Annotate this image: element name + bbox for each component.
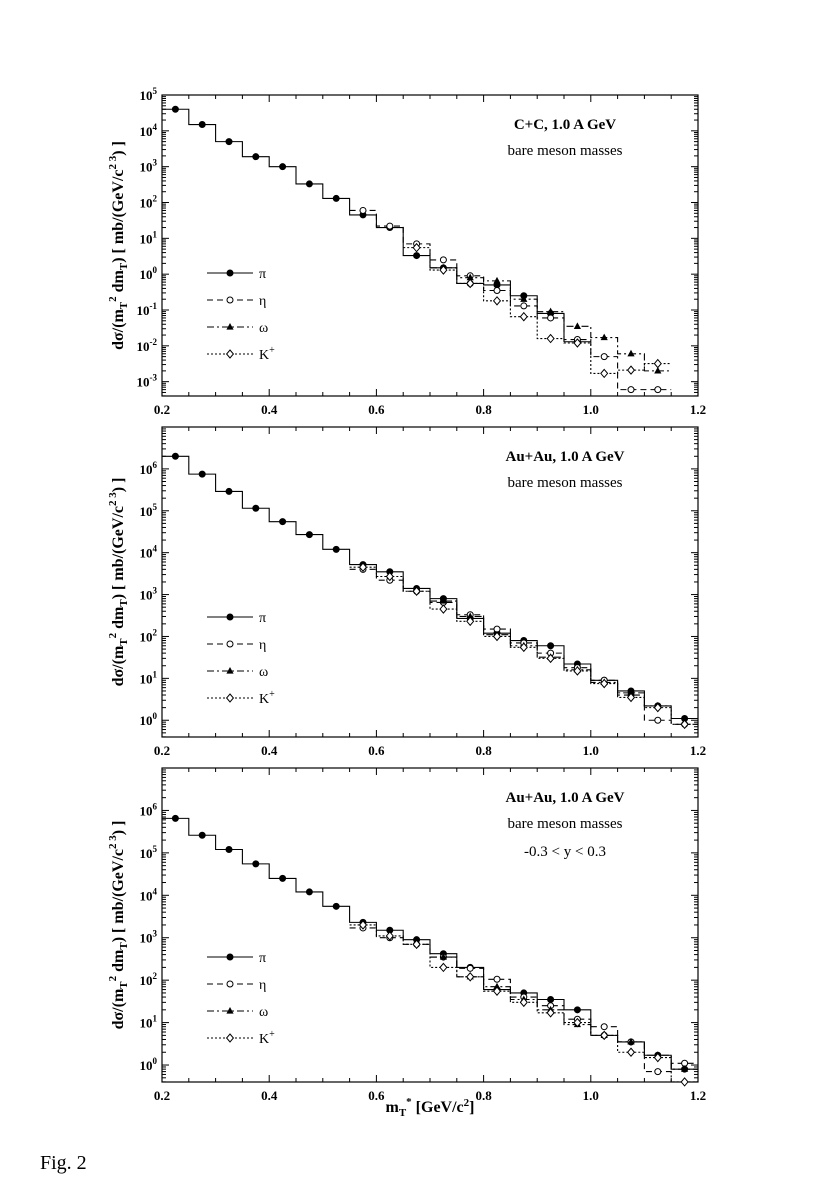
x-tick-label: 1.2 <box>689 743 707 758</box>
data-point-omega <box>574 322 581 329</box>
y-tick-label: $10^5$ <box>139 501 157 519</box>
x-tick-label: 1.2 <box>689 402 707 417</box>
y-tick-label: $10^6$ <box>139 459 157 477</box>
data-point-eta <box>440 257 446 263</box>
legend-label-eta: η <box>259 978 267 993</box>
data-point-pi <box>333 903 339 909</box>
data-point-eta <box>655 387 661 393</box>
data-point-eta <box>360 207 366 213</box>
legend-label-eta: η <box>259 638 267 653</box>
chart-panel-1 <box>107 86 706 417</box>
data-point-eta <box>655 1069 661 1075</box>
data-point-pi <box>226 847 232 853</box>
data-point-kplus <box>681 1078 688 1086</box>
data-point-pi <box>253 861 259 867</box>
data-point-kplus <box>467 279 474 287</box>
data-point-pi <box>574 1007 580 1013</box>
data-point-omega <box>601 334 608 341</box>
y-tick-label: $10^0$ <box>139 711 157 729</box>
x-tick-label: 0.4 <box>261 743 278 758</box>
series-pi <box>162 453 698 721</box>
legend-marker-pi <box>227 270 233 276</box>
data-point-kplus <box>440 605 447 613</box>
legend-marker-pi <box>227 954 233 960</box>
x-tick-label: 0.2 <box>153 743 171 758</box>
y-tick-label: $10^4$ <box>139 886 157 904</box>
data-point-kplus <box>440 963 447 971</box>
legend <box>207 267 275 363</box>
y-axis-title: $d\sigma/(m_T^2$ $dm_T$) [ $mb/(GeV/c^{2 3})$ ] <box>107 477 130 687</box>
legend-label-pi: π <box>259 951 267 966</box>
data-point-omega <box>547 308 554 315</box>
legend-marker-eta <box>227 981 233 987</box>
x-tick-label: 0.6 <box>368 1088 385 1103</box>
y-tick-label: $10^6$ <box>139 801 157 819</box>
legend-label-kplus: K+ <box>259 345 275 363</box>
legend-label-omega: ω <box>259 1005 269 1020</box>
data-point-pi <box>199 122 205 128</box>
x-axis-title: $m_T^*$ $[GeV/c^2]$ <box>385 1096 475 1119</box>
legend-marker-kplus <box>227 1034 234 1042</box>
data-point-eta <box>601 1024 607 1030</box>
data-point-pi <box>333 546 339 552</box>
series-eta <box>350 207 672 392</box>
legend-label-pi: π <box>259 611 267 626</box>
data-point-kplus <box>601 1031 608 1039</box>
data-point-eta <box>548 315 554 321</box>
legend-marker-pi <box>227 614 233 620</box>
data-point-kplus <box>628 1048 635 1056</box>
legend-marker-eta <box>227 641 233 647</box>
y-tick-label: $10^3$ <box>139 928 157 946</box>
data-point-pi <box>280 875 286 881</box>
legend-label-omega: ω <box>259 321 269 336</box>
data-point-pi <box>172 815 178 821</box>
panel-title: Au+Au, 1.0 A GeV <box>505 449 625 465</box>
legend-label-kplus: K+ <box>259 1029 275 1047</box>
data-point-pi <box>306 889 312 895</box>
data-point-omega <box>627 350 634 357</box>
y-tick-label: $10^0$ <box>139 1056 157 1074</box>
y-tick-label: $10^{-3}$ <box>136 372 157 390</box>
y-axis-title: $d\sigma/(m_T^2$ $dm_T$) [ $mb/(GeV/c^{2 3})$ ] <box>107 141 130 350</box>
y-tick-label: $10^4$ <box>139 121 157 139</box>
data-point-pi <box>253 154 259 160</box>
data-point-kplus <box>681 720 688 728</box>
series-kplus <box>350 921 698 1086</box>
data-point-pi <box>548 643 554 649</box>
data-point-eta <box>467 965 473 971</box>
legend-marker-omega <box>226 323 233 330</box>
legend-marker-omega <box>226 1007 233 1014</box>
data-point-pi <box>253 505 259 511</box>
x-tick-label: 0.6 <box>368 402 385 417</box>
data-point-kplus <box>520 313 527 321</box>
data-point-eta <box>387 223 393 229</box>
y-tick-label: $10^1$ <box>139 669 157 687</box>
legend-label-pi: π <box>259 267 267 282</box>
y-tick-label: $10^2$ <box>139 193 157 211</box>
y-tick-label: $10^1$ <box>139 229 157 247</box>
figure-caption: Fig. 2 <box>40 1152 87 1174</box>
data-point-kplus <box>467 973 474 981</box>
panel-subtitle: bare meson masses <box>507 475 623 491</box>
legend-marker-eta <box>227 297 233 303</box>
y-tick-label: $10^4$ <box>139 543 157 561</box>
y-tick-label: $10^0$ <box>139 265 157 283</box>
x-tick-label: 1.0 <box>582 402 599 417</box>
data-point-pi <box>414 253 420 259</box>
legend <box>207 951 275 1047</box>
y-tick-label: $10^3$ <box>139 157 157 175</box>
y-tick-label: $10^{-1}$ <box>136 301 157 318</box>
x-tick-label: 0.2 <box>153 1088 171 1103</box>
panel-subtitle: bare meson masses <box>507 816 623 832</box>
y-axis-title: $d\sigma/(m_T^2$ $dm_T$) [ $mb/(GeV/c^{2 3})$ ] <box>107 820 130 1030</box>
y-tick-label: $10^2$ <box>139 971 157 989</box>
data-point-pi <box>548 997 554 1003</box>
data-point-pi <box>306 532 312 538</box>
series-line-eta <box>350 210 672 389</box>
y-tick-label: $10^3$ <box>139 585 157 603</box>
data-point-pi <box>172 453 178 459</box>
data-point-eta <box>494 976 500 982</box>
data-point-kplus <box>547 335 554 343</box>
data-point-pi <box>199 832 205 838</box>
series-kplus <box>350 563 698 728</box>
x-tick-label: 1.2 <box>689 1088 707 1103</box>
x-tick-label: 0.8 <box>475 743 492 758</box>
x-tick-label: 0.4 <box>261 402 278 417</box>
panel-title: Au+Au, 1.0 A GeV <box>505 790 625 806</box>
series-line-pi <box>162 456 698 718</box>
x-tick-label: 0.6 <box>368 743 385 758</box>
x-tick-label: 0.8 <box>475 402 492 417</box>
y-tick-label: $10^1$ <box>139 1013 157 1031</box>
legend-label-omega: ω <box>259 665 269 680</box>
data-point-eta <box>521 303 527 309</box>
data-point-eta <box>494 288 500 294</box>
data-point-pi <box>306 181 312 187</box>
chart-panel-2 <box>107 427 706 758</box>
data-point-pi <box>333 195 339 201</box>
data-point-pi <box>226 488 232 494</box>
data-point-pi <box>280 519 286 525</box>
y-tick-label: $10^5$ <box>139 843 157 861</box>
data-point-pi <box>199 471 205 477</box>
y-tick-label: $10^2$ <box>139 627 157 645</box>
data-point-kplus <box>654 360 661 368</box>
legend-marker-omega <box>226 667 233 674</box>
panel-title: C+C, 1.0 A GeV <box>513 117 617 133</box>
x-tick-label: 0.8 <box>475 1088 492 1103</box>
y-tick-label: $10^{-2}$ <box>136 336 157 354</box>
data-point-pi <box>280 164 286 170</box>
data-point-kplus <box>494 297 501 305</box>
x-tick-label: 0.2 <box>153 402 171 417</box>
y-tick-label: $10^5$ <box>139 86 157 103</box>
data-point-eta <box>628 387 634 393</box>
legend-marker-kplus <box>227 350 234 358</box>
data-point-kplus <box>628 366 635 374</box>
data-point-eta <box>655 717 661 723</box>
legend-marker-kplus <box>227 694 234 702</box>
panel-subtitle: bare meson masses <box>507 143 623 159</box>
x-tick-label: 1.0 <box>582 743 599 758</box>
x-tick-label: 1.0 <box>582 1088 599 1103</box>
data-point-pi <box>226 139 232 145</box>
chart-panel-3 <box>107 768 706 1103</box>
legend-label-kplus: K+ <box>259 689 275 707</box>
panel-subtitle-range: -0.3 < y < 0.3 <box>524 844 606 860</box>
x-tick-label: 0.4 <box>261 1088 278 1103</box>
legend <box>207 611 275 707</box>
data-point-omega <box>493 277 500 284</box>
data-point-kplus <box>601 369 608 377</box>
legend-label-eta: η <box>259 294 267 309</box>
data-point-pi <box>172 106 178 112</box>
data-point-eta <box>601 354 607 360</box>
